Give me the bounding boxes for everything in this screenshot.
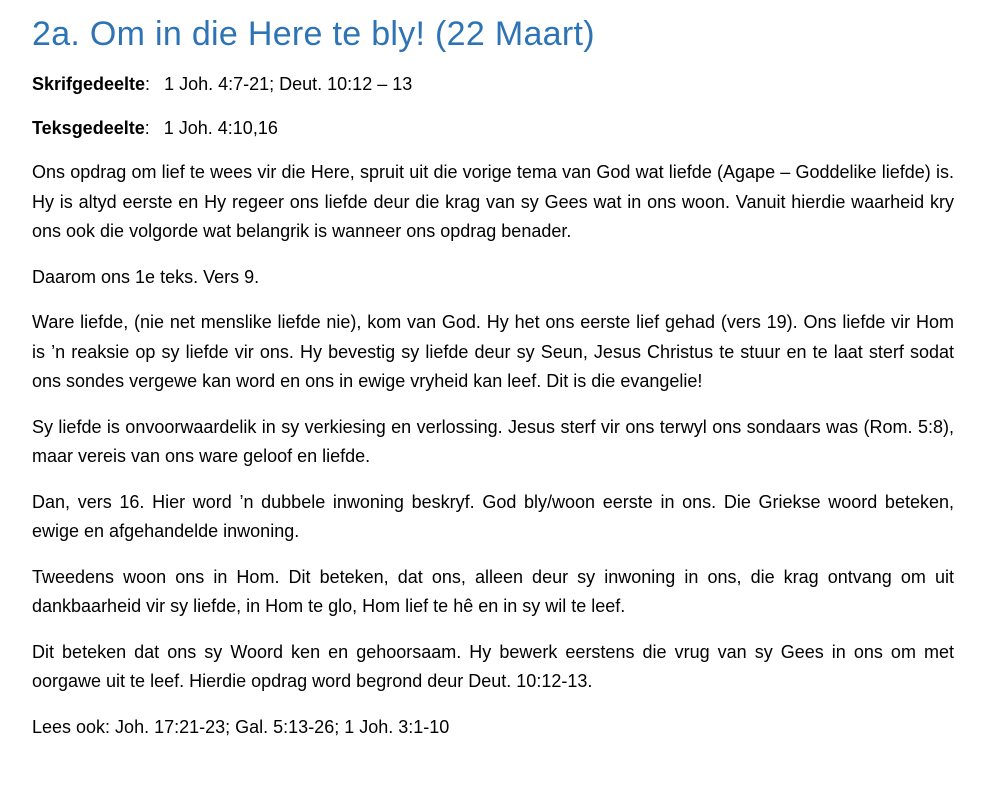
document-page — [32, 12, 954, 758]
teksgedeelte-label: Teksgedeelte — [32, 118, 145, 138]
teksgedeelte-colon: : — [144, 118, 150, 138]
paragraph-true-love: Ware liefde, (nie net menslike liefde nie), kom van God. Hy het ons eerste lief gehad (vers 19). Ons liefde vir Hom is ’n reaksie op sy liefde vir ons. Hy bevestig sy liefde deur sy Seun, Jesus Christus te stuur en te laat sterf sodat ons sondes vergewe kan word en ons in ewige vryheid kan leef. Dit is die evangelie! — [32, 312, 954, 391]
skrifgedeelte-value: 1 Joh. 4:7-21; Deut. 10:12 – 13 — [164, 74, 413, 94]
skrifgedeelte-line — [32, 70, 954, 98]
skrifgedeelte-colon: : — [145, 74, 151, 94]
document-title: 2a. Om in die Here te bly! (22 Maart) — [32, 15, 595, 53]
paragraph-unconditional: Sy liefde is onvoorwaardelik in sy verkiesing en verlossing. Jesus sterf vir ons terwyl ons sondaars was (Rom. 5:8), maar vereis van ons ware geloof en liefde. — [32, 416, 954, 466]
teksgedeelte-line — [32, 114, 954, 142]
paragraph-read-also: Lees ook: Joh. 17:21-23; Gal. 5:13-26; 1 Joh. 3:1-10 — [32, 716, 450, 737]
paragraph-obey-word: Dit beteken dat ons sy Woord ken en gehoorsaam. Hy bewerk eerstens die vrug van sy Gees in ons om met oorgawe uit te leef. Hierdie opdrag word begrond deur Deut. 10:12-13. — [32, 641, 954, 691]
skrifgedeelte-label: Skrifgedeelte — [32, 74, 146, 94]
paragraph-intro: Ons opdrag om lief te wees vir die Here, spruit uit die vorige tema van God wat liefde (Agape – Goddelike liefde) is. Hy is altyd eerste en Hy regeer ons liefde deur die krag van sy Gees wat in ons woon. Vanuit hierdie waarheid kry ons ook die volgorde wat belangrik is wanneer ons opdrag benader. — [32, 162, 954, 241]
paragraph-verse-16: Dan, vers 16. Hier word ’n dubbele inwoning beskryf. God bly/woon eerste in ons. Die Griekse woord beteken, ewige en afgehandelde inwoning. — [32, 491, 954, 541]
paragraph-first-text: Daarom ons 1e teks. Vers 9. — [32, 266, 260, 287]
teksgedeelte-value: 1 Joh. 4:10,16 — [163, 118, 278, 138]
paragraph-secondly: Tweedens woon ons in Hom. Dit beteken, dat ons, alleen deur sy inwoning in ons, die krag ontvang om uit dankbaarheid vir sy liefde, in Hom te glo, Hom lief te hê en in sy wil te leef. — [32, 566, 954, 616]
